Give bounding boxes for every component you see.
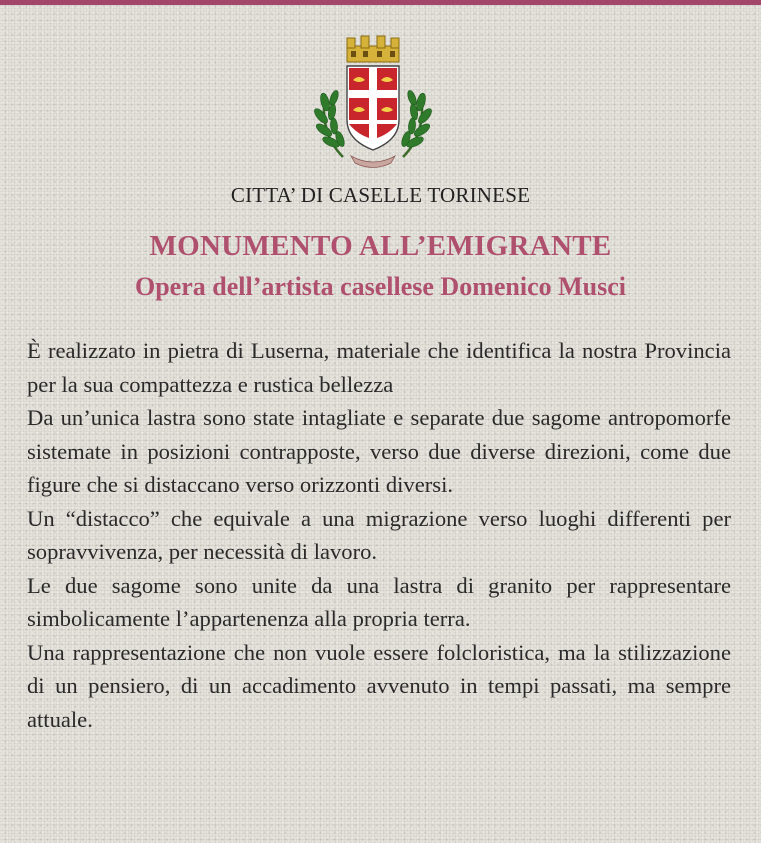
paragraph-material: È realizzato in pietra di Luserna, materiale che identifica la nostra Provincia per la sua compattezza e rustica bellezza (27, 338, 731, 397)
description-text (27, 334, 731, 736)
city-coat-of-arms-icon (313, 32, 433, 172)
artist-subtitle: Opera dell’artista casellese Domenico Musci (135, 272, 626, 301)
paragraph-silhouettes: Da un’unica lastra sono state intagliate e separate due sagome antropomorfe sistemate in posizioni contrapposte, verso due diverse direzioni, come due figure che si distaccano verso orizzonti diversi. (27, 405, 731, 497)
monument-title: MONUMENTO ALL’EMIGRANTE (149, 230, 612, 262)
paragraph-detachment: Un “distacco” che equivale a una migrazione verso luoghi differenti per sopravvivenza, per necessità di lavoro. (27, 505, 731, 564)
paragraph-representation: Una rappresentazione che non vuole essere folcloristica, ma la stilizzazione di un pensiero, di un accadimento avvenuto in tempi passati, ma sempre attuale. (27, 639, 731, 732)
top-border (0, 0, 761, 5)
paragraph-granite: Le due sagome sono unite da una lastra di granito per rappresentare simbolicamente l’appartenenza alla propria terra. (27, 572, 731, 631)
city-name: CITTA’ DI CASELLE TORINESE (230, 183, 531, 207)
